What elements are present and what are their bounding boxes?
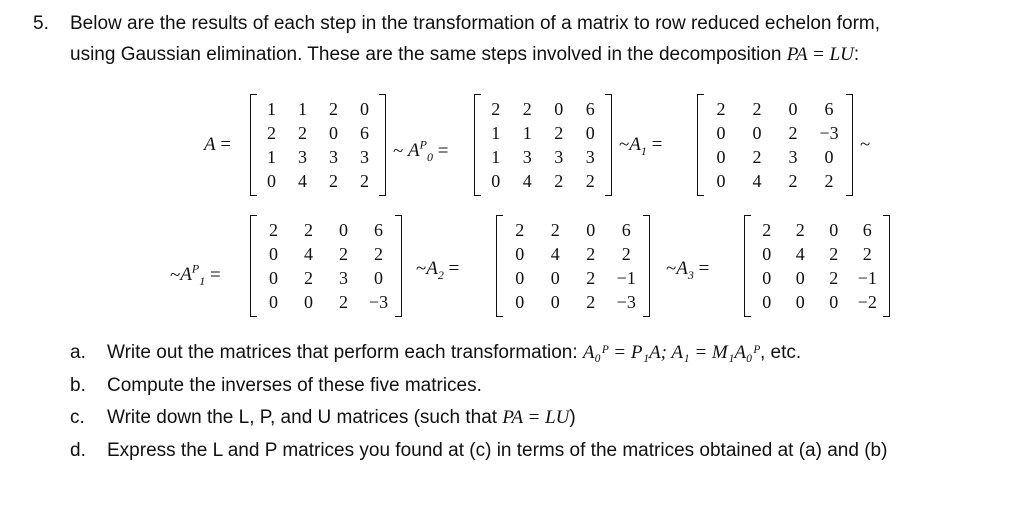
matrix-entry: 0 (491, 171, 501, 191)
matrix-entry: 3 (360, 147, 369, 167)
matrix-entry: 0 (329, 123, 338, 143)
problem-intro-line2: using Gaussian elimination. These are the same steps involved in the decomposition PA = LU: (70, 44, 860, 65)
matrix-entry: 6 (621, 220, 631, 240)
question-label: d. (70, 440, 86, 461)
question-b: b. Compute the inverses of these five matrices. (70, 375, 482, 396)
matrix-entry: 2 (762, 220, 772, 240)
plu-equation: PA = LU (502, 407, 570, 428)
matrix-entry: 2 (304, 220, 313, 240)
matrix-entry: 1 (298, 99, 307, 119)
matrix-entry: 2 (522, 99, 532, 119)
right-bracket (883, 215, 890, 317)
right-bracket (605, 94, 612, 196)
transformation-equation: A₀ᴾ = P₁A; A₁ = M₁A₀ᴾ (582, 342, 760, 363)
matrix-entry: 2 (267, 123, 276, 143)
matrix-entry: 2 (550, 220, 560, 240)
matrix-entry: 6 (824, 99, 834, 119)
matrix-entry: 4 (550, 244, 560, 264)
matrix-entry: 1 (522, 123, 532, 143)
right-bracket (395, 215, 402, 317)
matrix-entry: 1 (491, 147, 501, 167)
matrix-entry: 2 (329, 171, 338, 191)
matrix-entry: 0 (554, 99, 564, 119)
matrix-entry: 0 (515, 268, 525, 288)
matrix-entry: 0 (795, 292, 805, 312)
matrix-entry: 6 (374, 220, 383, 240)
problem-intro-line1: Below are the results of each step in the transformation of a matrix to row reduced echelon form, (70, 13, 881, 34)
matrix-entry: 2 (795, 220, 805, 240)
matrix-A1P (250, 215, 402, 317)
matrix-entry: 2 (554, 123, 564, 143)
matrix-entry: 0 (824, 147, 834, 167)
matrix-A (250, 94, 386, 196)
matrix-entry: 2 (788, 123, 798, 143)
matrix-entry: 2 (374, 244, 383, 264)
matrix-entry: 2 (554, 171, 564, 191)
label-A2: $\sim A_2$ = (416, 258, 460, 282)
label-A1P: $\sim A^P_1$ = (170, 262, 221, 289)
decomposition-equation: PA = LU (786, 44, 854, 65)
matrix-entry: 0 (829, 220, 839, 240)
matrix-entry: 2 (716, 99, 726, 119)
matrix-entry: 2 (360, 171, 369, 191)
matrix-entry: 0 (550, 292, 560, 312)
matrix-entry: 4 (298, 171, 307, 191)
matrix-entry: 0 (716, 171, 726, 191)
question-label: c. (70, 407, 85, 428)
matrix-entry: 1 (267, 147, 276, 167)
matrix-entry: 2 (824, 171, 834, 191)
matrix-entry: 0 (339, 220, 348, 240)
matrix-entry: 6 (862, 220, 872, 240)
matrix-entry: −2 (857, 292, 877, 312)
matrix-entry: 3 (298, 147, 307, 167)
matrix-entry: 0 (515, 292, 525, 312)
matrix-entry: 2 (621, 244, 631, 264)
matrix-entry: −3 (368, 292, 389, 312)
matrix-entry: 2 (788, 171, 798, 191)
matrix-entry: 0 (829, 292, 839, 312)
matrix-entry: 2 (515, 220, 525, 240)
matrix-entry: 2 (752, 99, 762, 119)
matrix-entry: 0 (586, 220, 596, 240)
matrix-entry: 0 (304, 292, 313, 312)
matrix-entry: 0 (515, 244, 525, 264)
matrix-entry: 2 (298, 123, 307, 143)
matrix-entry: 0 (716, 123, 726, 143)
question-label: a. (70, 342, 86, 363)
matrix-entry: 6 (360, 123, 369, 143)
matrix-entry: 4 (752, 171, 762, 191)
matrix-entry: 4 (522, 171, 532, 191)
matrix-entry: 0 (752, 123, 762, 143)
matrix-entry: 4 (795, 244, 805, 264)
matrix-entry: 0 (267, 171, 276, 191)
matrix-entry: 0 (360, 99, 369, 119)
question-d: d. Express the L and P matrices you found at (c) in terms of the matrices obtained at (a) and (b) (70, 440, 888, 461)
matrix-entry: 2 (862, 244, 872, 264)
matrix-A0P (474, 94, 612, 196)
problem-number: 5. (33, 13, 49, 34)
matrix-entry: −3 (616, 292, 636, 312)
matrix-entry: 2 (329, 99, 338, 119)
matrix-A1 (697, 94, 853, 196)
matrix-A2 (496, 215, 650, 317)
matrix-entry: 3 (522, 147, 532, 167)
matrix-entry: 1 (267, 99, 276, 119)
matrix-entry: 2 (586, 244, 596, 264)
matrix-entry: 0 (585, 123, 595, 143)
matrix-entry: 0 (716, 147, 726, 167)
tilde-after-A1: ~ (860, 134, 871, 155)
matrix-entry: 3 (788, 147, 798, 167)
matrix-entry: 2 (269, 220, 278, 240)
question-a: a. Write out the matrices that perform each transformation: A₀ᴾ = P₁A; A₁ = M₁A₀ᴾ, etc. (70, 342, 802, 363)
matrix-entry: 0 (269, 268, 278, 288)
matrix-entry: 0 (762, 268, 772, 288)
question-label: b. (70, 375, 86, 396)
matrix-entry: 0 (788, 99, 798, 119)
label-A: A = (204, 134, 232, 155)
matrix-entry: 3 (329, 147, 338, 167)
right-bracket (643, 215, 650, 317)
matrix-entry: 0 (374, 268, 383, 288)
matrix-entry: 2 (829, 268, 839, 288)
matrix-entry: 2 (586, 268, 596, 288)
label-A1: $\sim A_1$ = (619, 134, 663, 158)
matrix-entry: 0 (795, 268, 805, 288)
matrix-entry: 2 (339, 244, 348, 264)
question-c: c. Write down the L, P, and U matrices (such that PA = LU) (70, 407, 576, 428)
matrix-entry: 0 (269, 244, 278, 264)
matrix-entry: 3 (554, 147, 564, 167)
right-bracket (379, 94, 386, 196)
matrix-entry: 0 (762, 292, 772, 312)
matrix-entry: −1 (857, 268, 877, 288)
matrix-entry: 0 (762, 244, 772, 264)
label-A0P: ~ $A^P_0$ = (393, 138, 449, 165)
matrix-entry: 2 (752, 147, 762, 167)
matrix-entry: −3 (819, 123, 839, 143)
matrix-entry: 2 (829, 244, 839, 264)
matrix-entry: 0 (550, 268, 560, 288)
matrix-entry: 2 (304, 268, 313, 288)
matrix-entry: 6 (585, 99, 595, 119)
matrix-entry: 0 (269, 292, 278, 312)
matrix-A3 (744, 215, 890, 317)
matrix-entry: −1 (616, 268, 636, 288)
matrix-entry: 4 (304, 244, 313, 264)
matrix-entry: 3 (585, 147, 595, 167)
label-A3: $\sim A_3$ = (666, 258, 710, 282)
matrix-entry: 2 (585, 171, 595, 191)
right-bracket (846, 94, 853, 196)
matrix-entry: 3 (339, 268, 348, 288)
matrix-entry: 2 (491, 99, 501, 119)
matrix-entry: 2 (339, 292, 348, 312)
matrix-entry: 2 (586, 292, 596, 312)
matrix-entry: 1 (491, 123, 501, 143)
